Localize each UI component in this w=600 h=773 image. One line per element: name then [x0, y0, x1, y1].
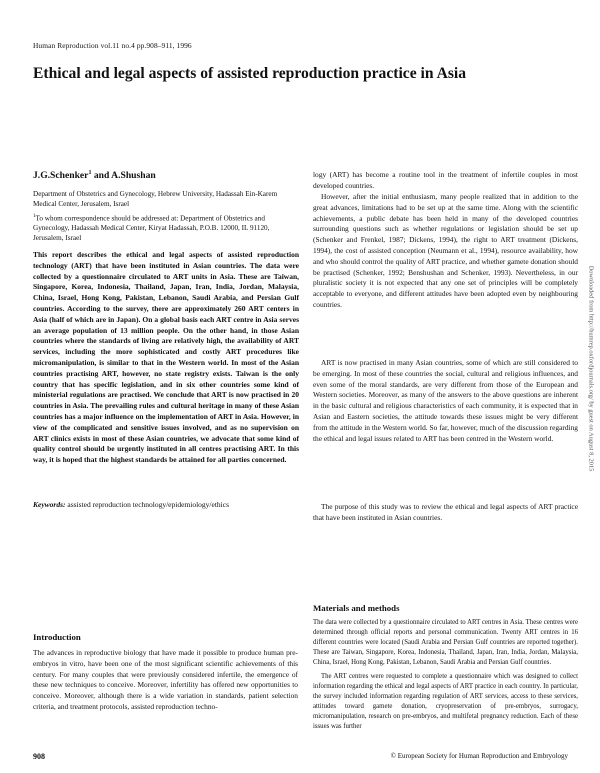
download-side-note [586, 190, 596, 550]
keywords [33, 500, 299, 511]
introduction-paragraph-4: The purpose of this study was to review the ethical and legal aspects of ART practice that have been instituted in Asian countries. [313, 502, 578, 522]
affiliation: Department of Obstetrics and Gynecology, Hebrew University, Hadassah Ein-Karem Medical Center, Jerusalem, Israel [33, 190, 278, 208]
corr-mark: 1 [33, 214, 36, 219]
keywords-text: assisted reproduction technology/epidemiology/ethics [67, 500, 230, 509]
abstract: This report describes the ethical and legal aspects of assisted reproduction technology (ART) that have been instituted in Asian countries. The data were collected by a questionnaire circulated to ART units in Asia. These are Taiwan, Singapore, Korea, Indonesia, Thailand, Japan, Iran, India, Jordan, Malaysia, China, Israel, Hong Kong, Pakistan, Lebanon, Saudi Arabia, and Persian Gulf countries. According to the survey, there are approximately 260 ART centers in Asia (half of which are in Japan). On a global basis each ART centre in Asia serves an average population of 13 million people. On the other hand, in those Asian countries where the standards of living are relatively high, the availability of ART services, including the more sophisticated and costly ART procedures like micromanipulation, is similar to that in the Western world. In most of the Asian countries practising ART, however, no state registry exists. Taiwan is the only country that has specific legislation, and in six other countries some kind of ministerial regulations are practised. We conclude that ART is now practised in 20 countries in Asia. The prevailing rules and cultural heritage in many of these Asian countries has a major influence on the implementation of ART in Asia. However, in view of the complicated and sensitive issues involved, and as no supervision on ART clinics exists in most of these Asian countries, we advocate that some kind of quality control should be urgently instituted in all centres practising ART. In this way, it is hoped that the highest standards be attained for all parties concerned. [33, 250, 299, 465]
correspondence-text: To whom correspondence should be addressed at: Department of Obstetrics and Gynecology, Hadassah Medical Center, Kiryat Hadassah, P.O.B. 12000, IL 91120, Jerusalem, Israel [33, 214, 270, 242]
methods-paragraph-1: The data were collected by a questionnaire circulated to ART centres in Asia. These centres were determined through official reports and personal communication. Twenty ART centres in 16 different countries were located (Saudi Arabia and Persian Gulf countries are reported together). These are Taiwan, Singapore, Korea, Indonesia, Thailand, Japan, Iran, India, Jordan, Malaysia, China, Israel, Hong Kong, Pakistan, Lebanon, Saudi Arabia and Persian Gulf countries. [313, 619, 578, 667]
methods-heading: Materials and methods [313, 603, 400, 613]
introduction-heading: Introduction [33, 632, 81, 642]
download-side-note-text: Downloaded from http://humrep.oxfordjournals.org/ by guest on August 8, 2015 [587, 265, 595, 472]
introduction-paragraph-3: ART is now practised in many Asian countries, some of which are still considered to be emerging. In most of these countries the social, cultural and religious influences, and even some of the moral standards, are very different from those of the European and Western societies. Moreover, as many of the answers to the above questions are inherent in the basic cultural and religious characteristics of each community, it is expected that in Asian and Eastern societies, the attitude towards these issues might be very different from the attitude in the Western world. So far, however, much of the discussion regarding the ethical and legal issues related to ART has been centred in the Western world. [313, 358, 578, 443]
footer-copyright: © European Society for Human Reproduction and Embryology [390, 752, 568, 760]
methods-paragraph-2: The ART centres were requested to complete a questionnaire which was designed to collect information regarding the ethical and legal aspects of ART practice in each country. In particular, the survey included information regarding regulation of ART services, access to these services, attitudes toward gamete donation, cryopreservation of pre-embryos, surrogacy, micromanipulation, research on pre-embryos, and multifetal pregnancy reduction. Each of these issues was further [313, 673, 578, 731]
author-mark: 1 [88, 170, 92, 176]
authors [33, 170, 156, 181]
correspondence [33, 212, 295, 243]
keywords-label: Keywords: [33, 500, 66, 509]
author-connector: and A.Shushan [93, 170, 156, 182]
page-title: Ethical and legal aspects of assisted reproduction practice in Asia [33, 65, 467, 82]
introduction-paragraph-1-cont: logy (ART) has become a routine tool in the treatment of infertile couples in most developed countries. [313, 170, 578, 190]
introduction-paragraph-1: The advances in reproductive biology that have made it possible to produce human pre-embryos in vitro, have been one of the most significant scientific achievements of this century. For many couples that were previously considered infertile, the emergence of these new techniques to conceive. Moreover, infertility has offered new opportunities to conceive. Moreover, although there is a wide variation in standards, patient selection criteria, and treatment protocols, assisted reproduction techno- [33, 648, 298, 711]
journal-header: Human Reproduction vol.11 no.4 pp.908–911, 1996 [33, 41, 192, 50]
author-names: J.G.Schenker [33, 170, 89, 182]
footer-page-number: 908 [33, 752, 45, 761]
introduction-paragraph-2: However, after the initial enthusiasm, many people realized that in addition to the great advances, limitations had to be set up at the same time. Along with the scientific achievements, a public debate has been held in many of the developed countries surrounding questions such as whether regulations or legislation should be set up (Schenker and Frenkel, 1987; Dickens, 1994), the right to ART treatment (Dickens, 1994), the cost of assisted conception (Neumann et al., 1994), resource availability, how and who should control the quality of ART practice, and whether gamete donation should be practised (Schenker, 1992; Benshushan and Schenker, 1993). Nevertheless, in our pluralistic society it is not expected that any one set of principles will be completely acceptable to everyone, and different attitudes have been adopted even by neighbouring countries. [313, 192, 578, 309]
